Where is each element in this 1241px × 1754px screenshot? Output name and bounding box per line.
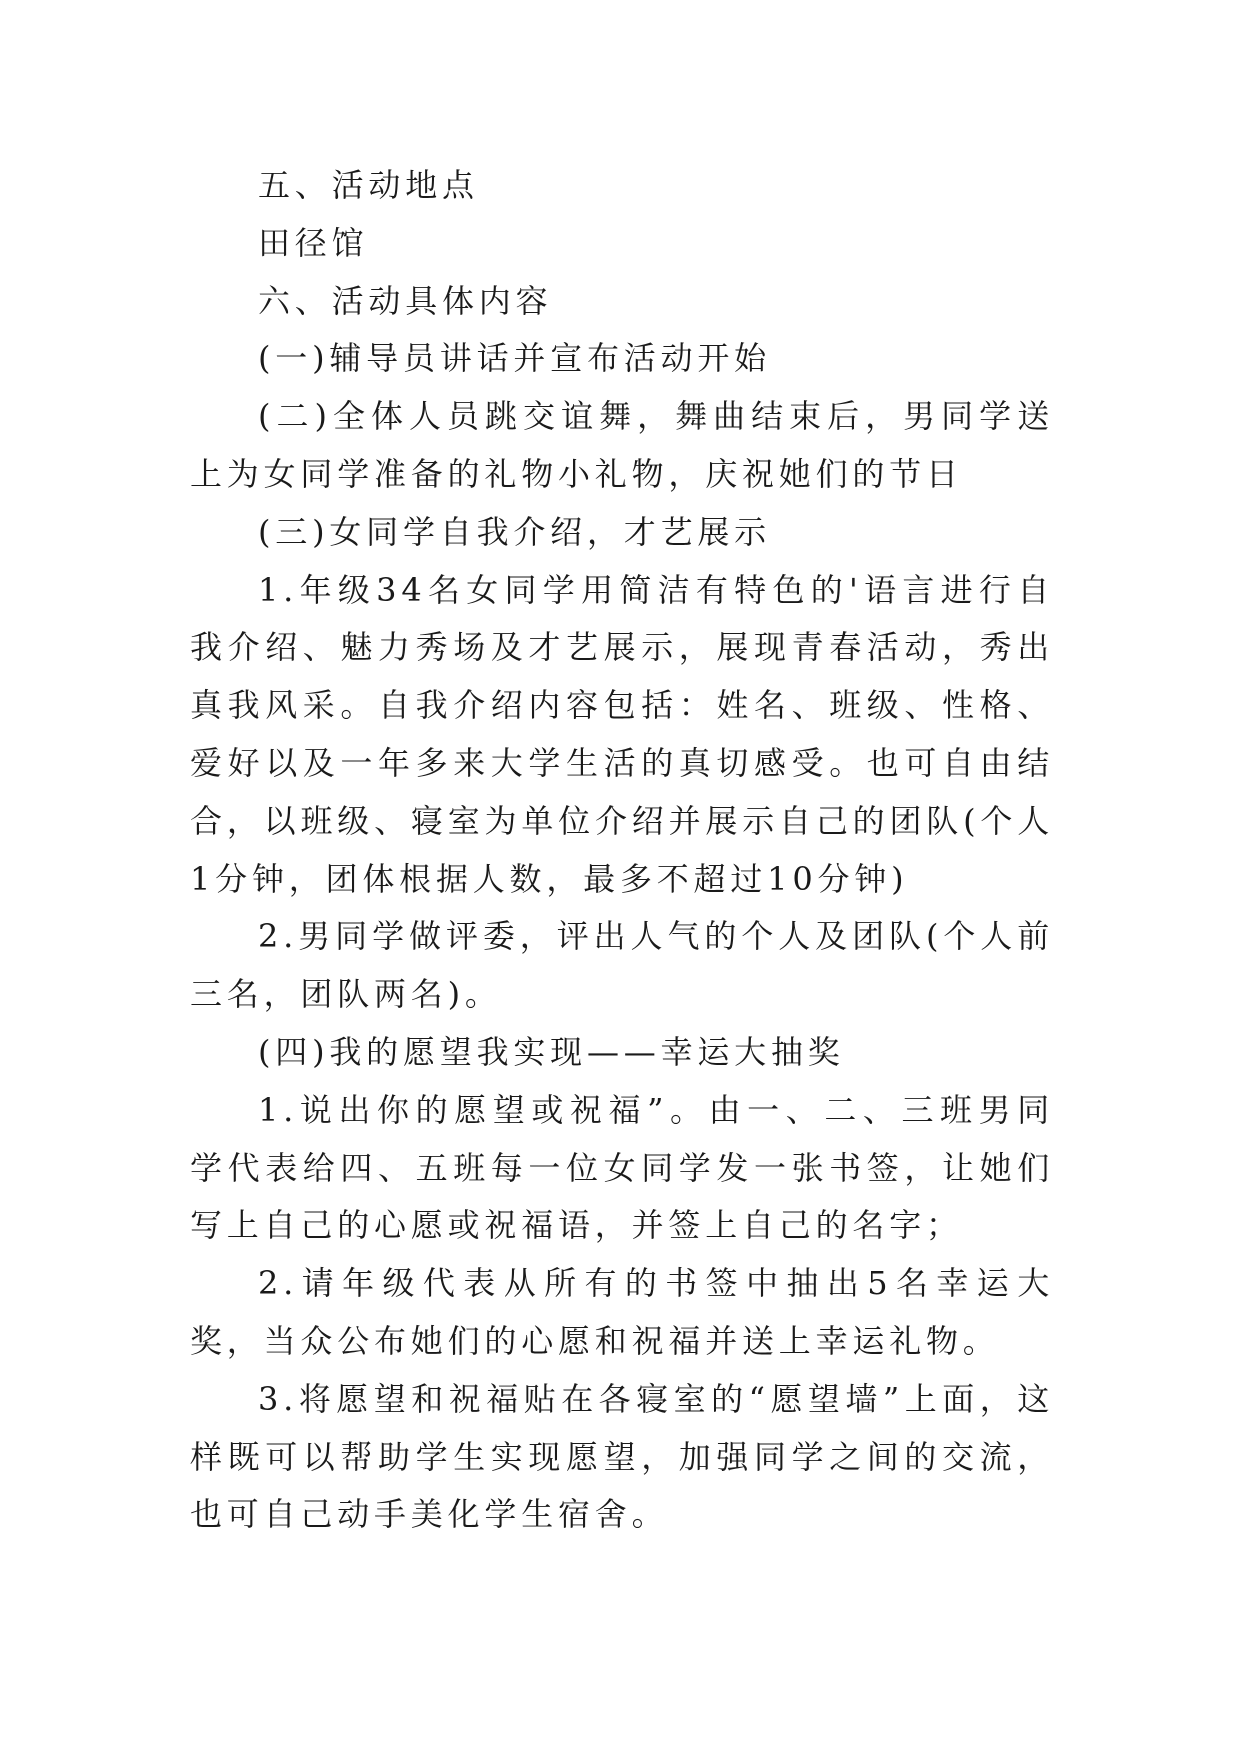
paragraph-item-2: (二)全体人员跳交谊舞，舞曲结束后，男同学送上为女同学准备的礼物小礼物，庆祝她们的节日 [190, 397, 1054, 493]
heading-activity-location: 五、活动地点 [258, 166, 479, 204]
heading-activity-content: 六、活动具体内容 [258, 281, 553, 320]
paragraph-location-value: 田径馆 [258, 223, 369, 262]
paragraph-item-3: (三)女同学自我介绍，才艺展示 [258, 512, 771, 551]
paragraph-item-3-point-1: 1.年级34名女同学用简洁有特色的'语言进行自我介绍、魅力秀场及才艺展示，展现青春活动，秀出真我风采。自我介绍内容包括：姓名、班级、性格、爱好以及一年多来大学生活的真切感受。也可自由结合，以班级、寝室为单位介绍并展示自己的团队(个人1分钟，团体根据人数，最多不超过10分钟) [190, 570, 1054, 898]
paragraph-item-1: (一)辅导员讲话并宣布活动开始 [258, 339, 771, 378]
paragraph-item-4-point-2: 2.请年级代表从所有的书签中抽出5名幸运大奖，当众公布她们的心愿和祝福并送上幸运礼物。 [190, 1264, 1054, 1360]
paragraph-item-3-point-2: 2.男同学做评委，评出人气的个人及团队(个人前三名，团队两名)。 [190, 917, 1054, 1014]
document-body [190, 157, 1054, 1544]
paragraph-item-4: (四)我的愿望我实现——幸运大抽奖 [258, 1032, 845, 1071]
paragraph-item-4-point-1: 1.说出你的愿望或祝福”。由一、二、三班男同学代表给四、五班每一位女同学发一张书签，让她们写上自己的心愿或祝福语，并签上自己的名字； [190, 1090, 1054, 1245]
paragraph-item-4-point-3: 3.将愿望和祝福贴在各寝室的“愿望墙”上面，这样既可以帮助学生实现愿望，加强同学之间的交流，也可自己动手美化学生宿舍。 [190, 1379, 1054, 1534]
